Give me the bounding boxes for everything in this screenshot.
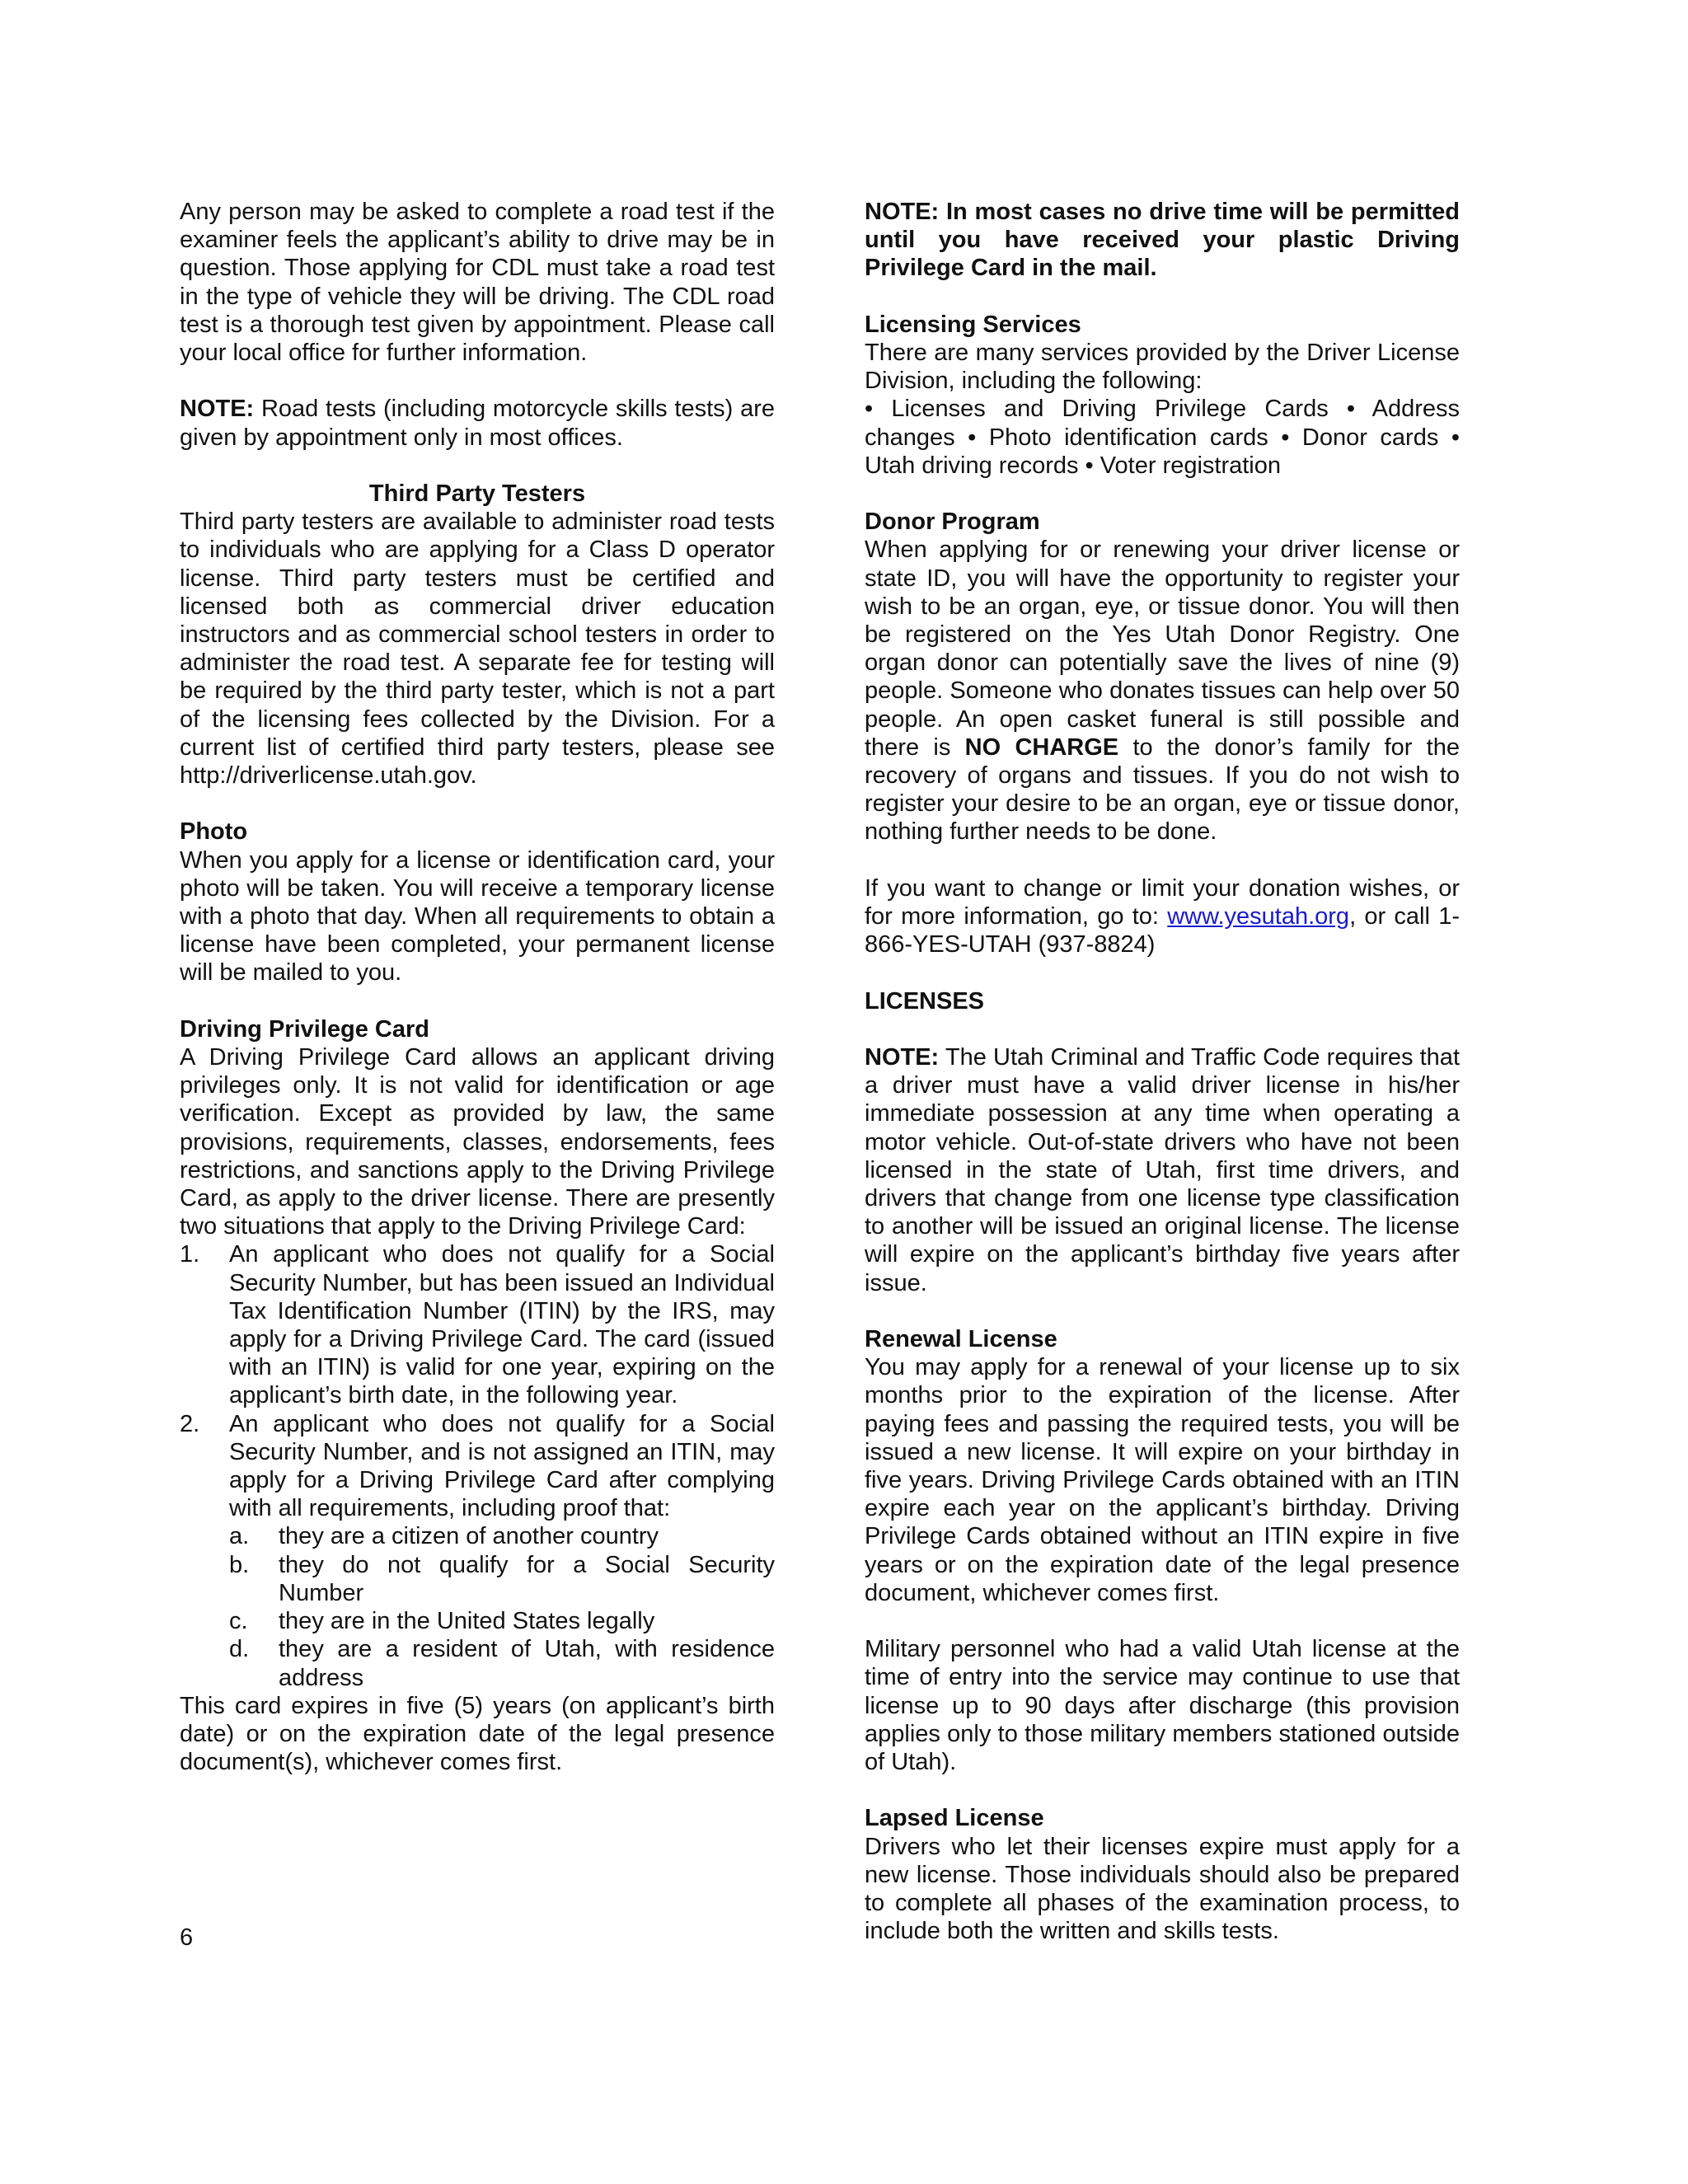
sublist-item-text: they are a resident of Utah, with residence address <box>279 1636 775 1691</box>
lapsed-license-text: Drivers who let their licenses expire must apply for a new license. Those individuals should also be prepared to complete all phases of the examination process, to include both the written and skills tests. <box>865 1833 1460 1945</box>
sublist-item <box>229 1522 775 1550</box>
donor-change-part-1: If you want to change or limit your donation wishes, or for more information, go to: <box>865 874 1460 930</box>
note-label: NOTE: <box>180 396 255 423</box>
donor-change-info <box>865 874 1460 959</box>
driving-privilege-card-list <box>180 1240 775 1691</box>
list-item <box>180 1410 775 1692</box>
licensing-services-heading: Licensing Services <box>865 311 1081 338</box>
donor-program-text <box>865 536 1460 846</box>
list-item-text: An applicant who does not qualify for a Social Security Number, and is not assigned an ITIN, may apply for a Driving Privilege Card after complying with all requirements, including proof that: <box>229 1410 775 1522</box>
sublist-item-marker: c. <box>229 1608 248 1635</box>
driving-privilege-card-heading: Driving Privilege Card <box>180 1015 429 1043</box>
road-test-paragraph: Any person may be asked to complete a road test if the examiner feels the applicant’s ability to drive may be in question. Those applying for CDL must take a road test in the type of vehicle they will be driving. The CDL road test is a thorough test given by appointment. Please call your local office for further information. <box>180 199 775 367</box>
list-item-text: An applicant who does not qualify for a Social Security Number, but has been issued an Individual Tax Identification Number (ITIN) by the IRS, may apply for a Driving Privilege Card. The card (issued with an ITIN) is valid for one year, expiring on the applicant’s birth date, in the following year. <box>229 1241 775 1409</box>
page-number: 6 <box>180 1924 194 1951</box>
licensing-services-list: • Licenses and Driving Privilege Cards • Address changes • Photo identification cards • Donor cards • Utah driving records • Voter registration <box>865 396 1460 479</box>
donor-change-part-2: , or call 1-866-YES-UTAH (937-8824) <box>865 903 1460 958</box>
sublist-item <box>229 1607 775 1635</box>
left-column <box>180 198 775 1776</box>
proof-sublist <box>229 1522 775 1691</box>
sublist-item-text: they are a citizen of another country <box>279 1523 659 1550</box>
drive-time-note: NOTE: In most cases no drive time will be permitted until you have received your plastic Driving Privilege Card in the mail. <box>865 199 1460 282</box>
sublist-item <box>229 1635 775 1691</box>
donor-text-part-2: to the donor’s family for the recovery of organs and tissues. If you do not wish to register your desire to be an organ, eye or tissue donor, nothing further needs to be done. <box>865 733 1460 846</box>
licensing-services-text: There are many services provided by the Driver License Division, including the following: <box>865 340 1460 395</box>
sublist-item <box>229 1551 775 1607</box>
licenses-heading: LICENSES <box>865 987 985 1015</box>
right-column <box>865 198 1460 1945</box>
list-item-marker: 2. <box>180 1410 200 1437</box>
list-item <box>180 1240 775 1409</box>
military-text: Military personnel who had a valid Utah license at the time of entry into the service may continue to use that license up to 90 days after discharge (this provision applies only to those military members stationed outside of Utah). <box>865 1636 1460 1776</box>
sublist-item-marker: a. <box>229 1523 250 1550</box>
photo-text: When you apply for a license or identification card, your photo will be taken. You will receive a temporary license with a photo that day. When all requirements to obtain a license have been completed, your permanent license will be mailed to you. <box>180 846 775 987</box>
donor-text-part-1: When applying for or renewing your driver license or state ID, you will have the opportunity to register your wish to be an organ, eye, or tissue donor. You will then be registered on the Yes Utah Donor Registry. One organ donor can potentially save the lives of nine (9) people. Someone who donates tissues can help over 50 people. An open casket funeral is still possible and there is <box>865 537 1460 761</box>
licenses-note-text: The Utah Criminal and Traffic Code requires that a driver must have a valid driver license in his/her immediate possession at any time when operating a motor vehicle. Out-of-state drivers who have not been licensed in the state of Utah, first time drivers, and drivers that change from one license type classification to another will be issued an original license. The license will expire on the applicant’s birthday five years after issue. <box>865 1044 1460 1296</box>
sublist-item-marker: b. <box>229 1551 250 1578</box>
sublist-item-text: they do not qualify for a Social Security Number <box>279 1551 775 1606</box>
driving-privilege-card-expiry: This card expires in five (5) years (on applicant’s birth date) or on the expiration date of the legal presence document(s), whichever comes first. <box>180 1692 775 1776</box>
road-test-note <box>180 395 775 451</box>
photo-heading: Photo <box>180 818 248 846</box>
sublist-item-marker: d. <box>229 1636 250 1663</box>
renewal-license-text: You may apply for a renewal of your license up to six months prior to the expiration of the license. After paying fees and passing the required tests, you will be issued a new license. It will expire on your birthday in five years. Driving Privilege Cards obtained with an ITIN expire each year on the applicant’s birthday. Driving Privilege Cards obtained without an ITIN expire in five years or on the expiration date of the legal presence document, whichever comes first. <box>865 1354 1460 1606</box>
sublist-item-text: they are in the United States legally <box>279 1608 655 1635</box>
no-charge-emphasis: NO CHARGE <box>964 733 1119 761</box>
licenses-note <box>865 1043 1460 1297</box>
licenses-note-label: NOTE: <box>865 1044 940 1071</box>
donor-program-heading: Donor Program <box>865 509 1040 536</box>
renewal-license-heading: Renewal License <box>865 1326 1057 1353</box>
yesutah-link[interactable]: www.yesutah.org <box>1167 903 1350 930</box>
note-text: Road tests (including motorcycle skills tests) are given by appointment only in most offices. <box>180 396 775 451</box>
third-party-text: Third party testers are available to administer road tests to individuals who are applying for a Class D operator license. Third party testers must be certified and licensed both as commercial driver education instructors and as commercial school testers in order to administer the road test. A separate fee for testing will be required by the third party tester, which is not a part of the licensing fees collected by the Division. For a current list of certified third party testers, please see http://driverlicense.utah.gov. <box>180 509 775 790</box>
lapsed-license-heading: Lapsed License <box>865 1805 1044 1832</box>
driving-privilege-card-text: A Driving Privilege Card allows an applicant driving privileges only. It is not valid for identification or age verification. Except as provided by law, the same provisions, requirements, classes, endorsements, fees restrictions, and sanctions apply to the Driving Privilege Card, as apply to the driver license. There are presently two situations that apply to the Driving Privilege Card: <box>180 1044 775 1240</box>
third-party-heading: Third Party Testers <box>368 480 586 507</box>
list-item-marker: 1. <box>180 1241 200 1268</box>
